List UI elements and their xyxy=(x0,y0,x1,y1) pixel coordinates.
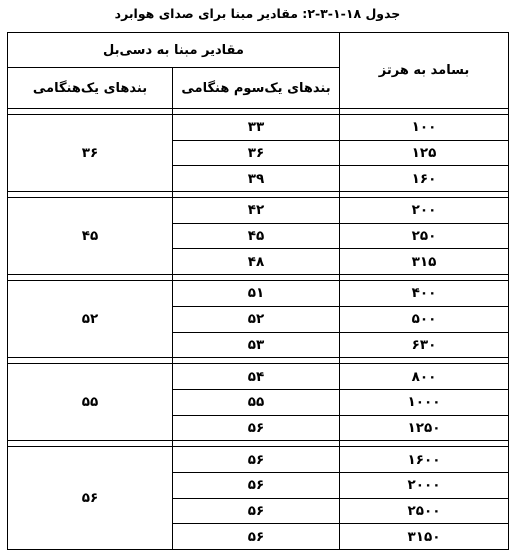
frequency-cell: ۴۰۰ xyxy=(340,281,509,307)
octave-cell: ۵۲ xyxy=(8,281,173,358)
frequency-cell: ۲۵۰۰ xyxy=(340,498,509,524)
third-octave-cell: ۵۵ xyxy=(173,389,340,415)
frequency-cell: ۱۶۰ xyxy=(340,166,509,192)
frequency-cell: ۱۲۵۰ xyxy=(340,415,509,441)
frequency-cell: ۲۵۰ xyxy=(340,223,509,249)
frequency-cell: ۸۰۰ xyxy=(340,364,509,390)
third-octave-cell: ۴۲ xyxy=(173,198,340,224)
header-reference-values: مقادیر مبنا به دسی‌بل xyxy=(8,33,340,68)
header-frequency: بسامد به هرتز xyxy=(340,33,509,109)
frequency-cell: ۳۱۵۰ xyxy=(340,524,509,550)
octave-cell: ۵۵ xyxy=(8,364,173,441)
frequency-cell: ۲۰۰ xyxy=(340,198,509,224)
frequency-cell: ۱۰۰۰ xyxy=(340,389,509,415)
frequency-cell: ۱۰۰ xyxy=(340,115,509,141)
third-octave-cell: ۵۱ xyxy=(173,281,340,307)
frequency-cell: ۱۲۵ xyxy=(340,140,509,166)
octave-cell: ۴۵ xyxy=(8,198,173,275)
third-octave-cell: ۳۶ xyxy=(173,140,340,166)
table-row xyxy=(8,364,509,390)
third-octave-cell: ۵۶ xyxy=(173,472,340,498)
third-octave-cell: ۵۲ xyxy=(173,306,340,332)
third-octave-cell: ۴۸ xyxy=(173,249,340,275)
third-octave-cell: ۵۳ xyxy=(173,332,340,358)
reference-values-table xyxy=(7,32,509,550)
third-octave-cell: ۴۵ xyxy=(173,223,340,249)
table-row xyxy=(8,281,509,307)
octave-cell: ۵۶ xyxy=(8,447,173,550)
frequency-cell: ۱۶۰۰ xyxy=(340,447,509,473)
frequency-cell: ۳۱۵ xyxy=(340,249,509,275)
header-third-octave: بندهای یک‌سوم هنگامی xyxy=(173,68,340,109)
frequency-cell: ۵۰۰ xyxy=(340,306,509,332)
octave-cell: ۳۶ xyxy=(8,115,173,192)
third-octave-cell: ۵۶ xyxy=(173,415,340,441)
table-row xyxy=(8,447,509,473)
table-body xyxy=(8,109,509,550)
table-row xyxy=(8,198,509,224)
frequency-cell: ۶۳۰ xyxy=(340,332,509,358)
third-octave-cell: ۳۹ xyxy=(173,166,340,192)
table-row xyxy=(8,115,509,141)
third-octave-cell: ۵۶ xyxy=(173,498,340,524)
third-octave-cell: ۳۳ xyxy=(173,115,340,141)
third-octave-cell: ۵۴ xyxy=(173,364,340,390)
table-caption: جدول ۱۸-۱-۳-۲: مقادیر مبنا برای صدای هوابرد xyxy=(114,6,401,21)
third-octave-cell: ۵۶ xyxy=(173,524,340,550)
frequency-cell: ۲۰۰۰ xyxy=(340,472,509,498)
third-octave-cell: ۵۶ xyxy=(173,447,340,473)
header-octave: بندهای یک‌هنگامی xyxy=(8,68,173,109)
